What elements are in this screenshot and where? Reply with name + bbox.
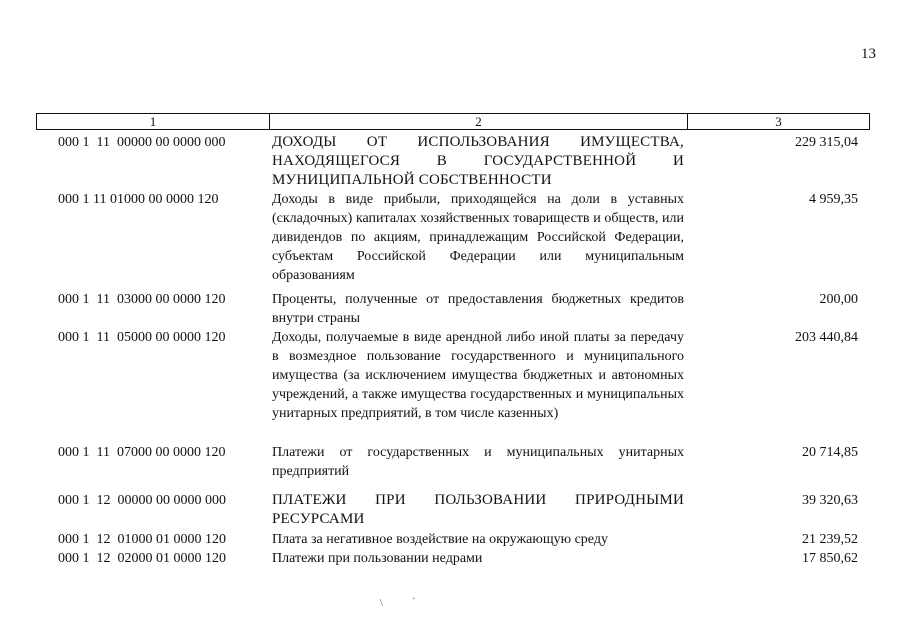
scan-speck: \ [380,598,383,609]
table-header-row [36,113,870,130]
budget-code: 000 1 11 00000 00 0000 000 [58,135,226,150]
budget-code: 000 1 11 03000 00 0000 120 [58,292,226,307]
budget-description: Проценты, полученные от предоставления бюджетных кредитов внутри страны [272,292,684,326]
budget-description: Плата за негативное воздействие на окружающую среду [272,532,608,547]
budget-amount: 21 239,52 [802,532,858,547]
budget-description: ПЛАТЕЖИ ПРИ ПОЛЬЗОВАНИИ ПРИРОДНЫМИ РЕСУРСАМИ [272,492,684,527]
budget-amount: 203 440,84 [795,330,858,345]
table-header-col3: 3 [775,114,782,129]
budget-code: 000 1 12 02000 01 0000 120 [58,551,226,566]
budget-description: Платежи от государственных и муниципальных унитарных предприятий [272,445,684,479]
budget-code: 000 1 12 01000 01 0000 120 [58,532,226,547]
budget-code: 000 1 12 00000 00 0000 000 [58,493,226,508]
budget-amount: 20 714,85 [802,445,858,460]
budget-code: 000 1 11 01000 00 0000 120 [58,192,219,207]
budget-code: 000 1 11 05000 00 0000 120 [58,330,226,345]
budget-description: Платежи при пользовании недрами [272,551,483,566]
budget-description: ДОХОДЫ ОТ ИСПОЛЬЗОВАНИЯ ИМУЩЕСТВА, НАХОДЯЩЕГОСЯ В ГОСУДАРСТВЕННОЙ И МУНИЦИПАЛЬНОЙ СОБСТВЕННОСТИ [272,134,684,188]
page-number: 13 [861,46,876,62]
budget-amount: 4 959,35 [809,192,858,207]
budget-amount: 39 320,63 [802,493,858,508]
table-header-col1: 1 [37,114,270,129]
budget-amount: 200,00 [819,292,858,307]
budget-code: 000 1 11 07000 00 0000 120 [58,445,226,460]
table-header-col2: 2 [270,114,688,129]
budget-description: Доходы в виде прибыли, приходящейся на доли в уставных (складочных) капиталах хозяйственных товариществ и обществ, или дивидендов по акциям, принадлежащим Российской Федерации, субъектам Российской Федерации или муниципальным образованиям [272,192,684,283]
budget-amount: 17 850,62 [802,551,858,566]
budget-amount: 229 315,04 [795,135,858,150]
budget-description: Доходы, получаемые в виде арендной либо иной платы за передачу в возмездное пользование государственного и муниципального имущества (за исключением имущества бюджетных и автономных учреждений, а также имущества государственных и муниципальных унитарных предприятий, в том числе казенных) [272,330,684,421]
scan-speck: · [412,594,416,605]
